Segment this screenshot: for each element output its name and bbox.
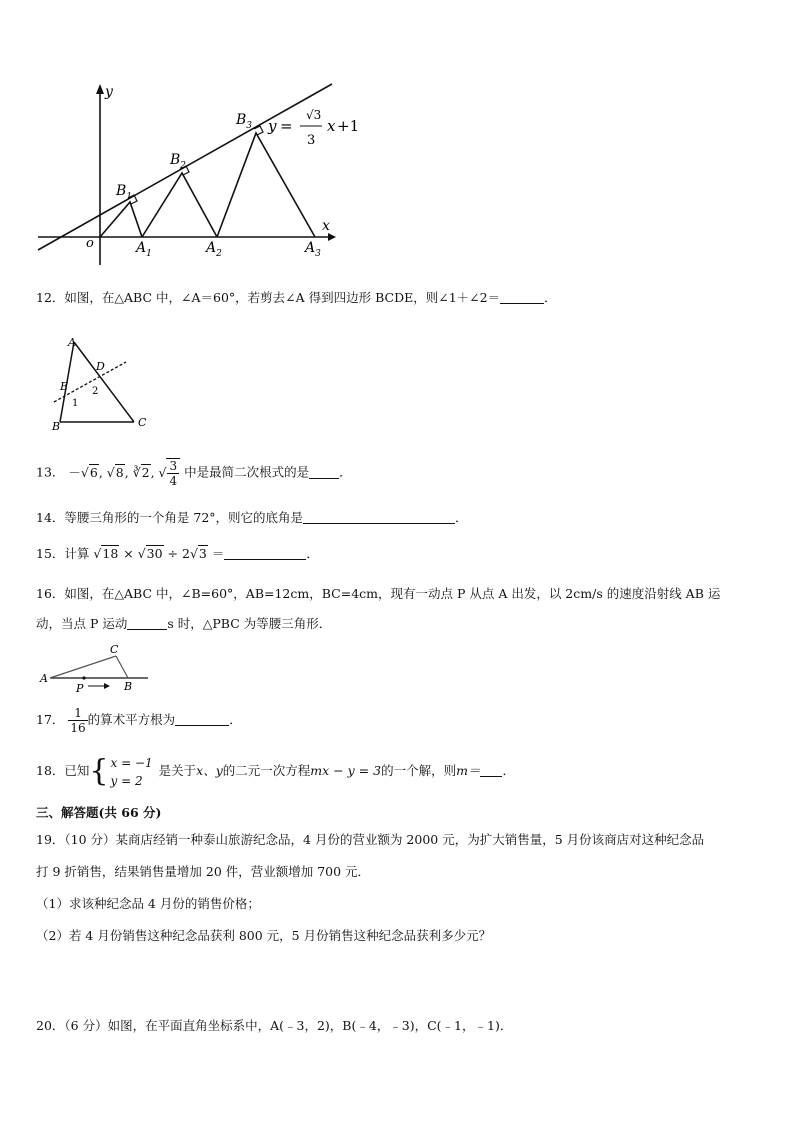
q16-line2-a: 动，当点 P 运动 xyxy=(36,616,128,631)
q18-text-b: 是关于 xyxy=(158,763,197,778)
svg-text:=: = xyxy=(280,117,293,135)
q17-text: 的算术平方根为 xyxy=(87,712,176,727)
q17-fraction: $\frac{1}{16}$ xyxy=(70,706,86,735)
question-16-line1 xyxy=(36,586,720,602)
question-18: 18．已知{ x = −1 y = 2 是关于x、y的二元一次方程mx − y = 3的一个解，则m＝ ． xyxy=(36,753,515,789)
question-20 xyxy=(36,1018,512,1034)
q18-answer-blank[interactable] xyxy=(480,764,502,777)
q15-number: 15． xyxy=(36,546,65,561)
x-axis-label: x xyxy=(322,218,330,234)
triangle-2 xyxy=(142,173,217,237)
q18-m: m＝ xyxy=(456,763,481,778)
q18-end: ． xyxy=(502,763,515,778)
question-17 xyxy=(36,700,242,740)
figure-line-triangles xyxy=(30,80,360,270)
q15-expr: √18 × √30 ÷ 2√3 ＝ xyxy=(93,546,225,561)
q12-label-b: B xyxy=(52,420,61,433)
svg-text:√3: √3 xyxy=(306,108,322,122)
q16-label-p: P xyxy=(76,682,84,695)
svg-text:y: y xyxy=(268,117,277,135)
triangle-1 xyxy=(100,202,142,237)
q16-line1: 如图，在△ABC 中，∠B=60°，AB=12cm，BC=4cm，现有一动点 P 从点 A 出发，以 2cm/s 的速度沿射线 AB 运 xyxy=(64,586,721,601)
question-13 xyxy=(36,458,352,488)
svg-text:x: x xyxy=(327,117,336,135)
q18-vars: x、y xyxy=(196,763,223,778)
y-axis-label: y xyxy=(105,84,113,100)
figure-q12-triangle xyxy=(46,332,156,432)
label-a1: $A_1$ xyxy=(136,240,152,259)
q12-text: 如图，在△ABC 中，∠A＝60°，若剪去∠A 得到四边形 BCDE，则∠1＋∠2＝ xyxy=(64,290,501,305)
y-axis-arrow xyxy=(96,84,104,94)
figure-q16-triangle xyxy=(36,642,156,694)
q16-line2-b: s 时，△PBC 为等腰三角形． xyxy=(167,616,332,631)
question-19-sub1: （1）求该种纪念品 4 月份的销售价格； xyxy=(36,896,260,911)
q17-end: ． xyxy=(229,712,242,727)
q12-label-a: A xyxy=(68,336,76,349)
q20-number: 20． xyxy=(36,1018,65,1033)
question-19-line1 xyxy=(36,832,704,848)
label-b2: $B_2$ xyxy=(170,152,187,171)
question-16-line2 xyxy=(36,616,331,632)
question-15 xyxy=(36,546,319,562)
q12-number: 12． xyxy=(36,290,65,305)
q12-end: ． xyxy=(544,290,557,305)
q18-system: x = −1 y = 2 xyxy=(110,755,153,788)
q20-text: （6 分）如图，在平面直角坐标系中，A(﹣3，2)，B(﹣4，﹣3)，C(﹣1，﹣1)． xyxy=(64,1018,513,1033)
question-19-line2: 打 9 折销售，结果销售量增加 20 件，营业额增加 700 元． xyxy=(36,864,371,879)
q16-number: 16． xyxy=(36,586,65,601)
q12-label-1: 1 xyxy=(72,398,79,409)
label-a2: $A_2$ xyxy=(206,240,222,259)
q18-text-d: 的一个解，则 xyxy=(381,763,457,778)
q15-text: 计算 xyxy=(64,546,90,561)
q13-answer-blank[interactable] xyxy=(309,466,339,479)
q14-end: ． xyxy=(455,510,468,525)
section-3-title: 三、解答题(共 66 分) xyxy=(36,805,162,820)
q15-end: ． xyxy=(306,546,319,561)
line-equation xyxy=(267,108,359,148)
q13-text: 中是最简二次根式的是 xyxy=(184,464,310,480)
q17-answer-blank[interactable] xyxy=(175,713,229,726)
question-14 xyxy=(36,510,468,526)
q14-answer-blank[interactable] xyxy=(303,511,455,524)
x-axis-arrow xyxy=(328,233,336,241)
triangle-3 xyxy=(217,133,315,237)
q12-answer-blank[interactable] xyxy=(500,291,544,304)
q16-label-b: B xyxy=(124,680,133,693)
origin-label: o xyxy=(86,236,94,251)
q18-number: 18． xyxy=(36,763,65,778)
q13-end: ． xyxy=(339,464,352,480)
label-b3: $B_3$ xyxy=(236,112,253,131)
q19-number: 19． xyxy=(36,832,65,847)
svg-text:3: 3 xyxy=(307,133,316,148)
q18-equation: mx − y = 3 xyxy=(310,763,382,778)
q16-label-c: C xyxy=(110,643,119,656)
q17-number: 17． xyxy=(36,712,65,727)
q12-label-2: 2 xyxy=(92,386,99,397)
q14-number: 14． xyxy=(36,510,65,525)
q16-answer-blank[interactable] xyxy=(127,617,167,630)
question-19-sub2: （2）若 4 月份销售这种纪念品获利 800 元，5 月份销售这种纪念品获利多少元？ xyxy=(36,928,492,943)
q19-line1: （10 分）某商店经销一种泰山旅游纪念品，4 月份的营业额为 2000 元，为扩大销售量，5 月份该商店对这种纪念品 xyxy=(64,832,705,847)
q15-answer-blank[interactable] xyxy=(224,547,306,560)
q18-text-a: 已知 xyxy=(64,763,90,778)
label-a3: $A_3$ xyxy=(305,240,321,259)
q12-label-c: C xyxy=(138,416,147,429)
q16-label-a: A xyxy=(40,672,48,685)
q12-label-e: E xyxy=(60,380,69,393)
label-b1: $B_1$ xyxy=(116,183,133,202)
svg-text:+1: +1 xyxy=(337,117,360,135)
q12-label-d: D xyxy=(96,360,105,373)
q18-text-c: 的二元一次方程 xyxy=(222,763,311,778)
q14-text: 等腰三角形的一个角是 72°，则它的底角是 xyxy=(64,510,304,525)
question-12 xyxy=(36,290,557,306)
q13-expr: －√6, √8, ∛2, √ $\frac{3}{4}$ xyxy=(68,465,180,480)
q13-number: 13． xyxy=(36,464,65,480)
